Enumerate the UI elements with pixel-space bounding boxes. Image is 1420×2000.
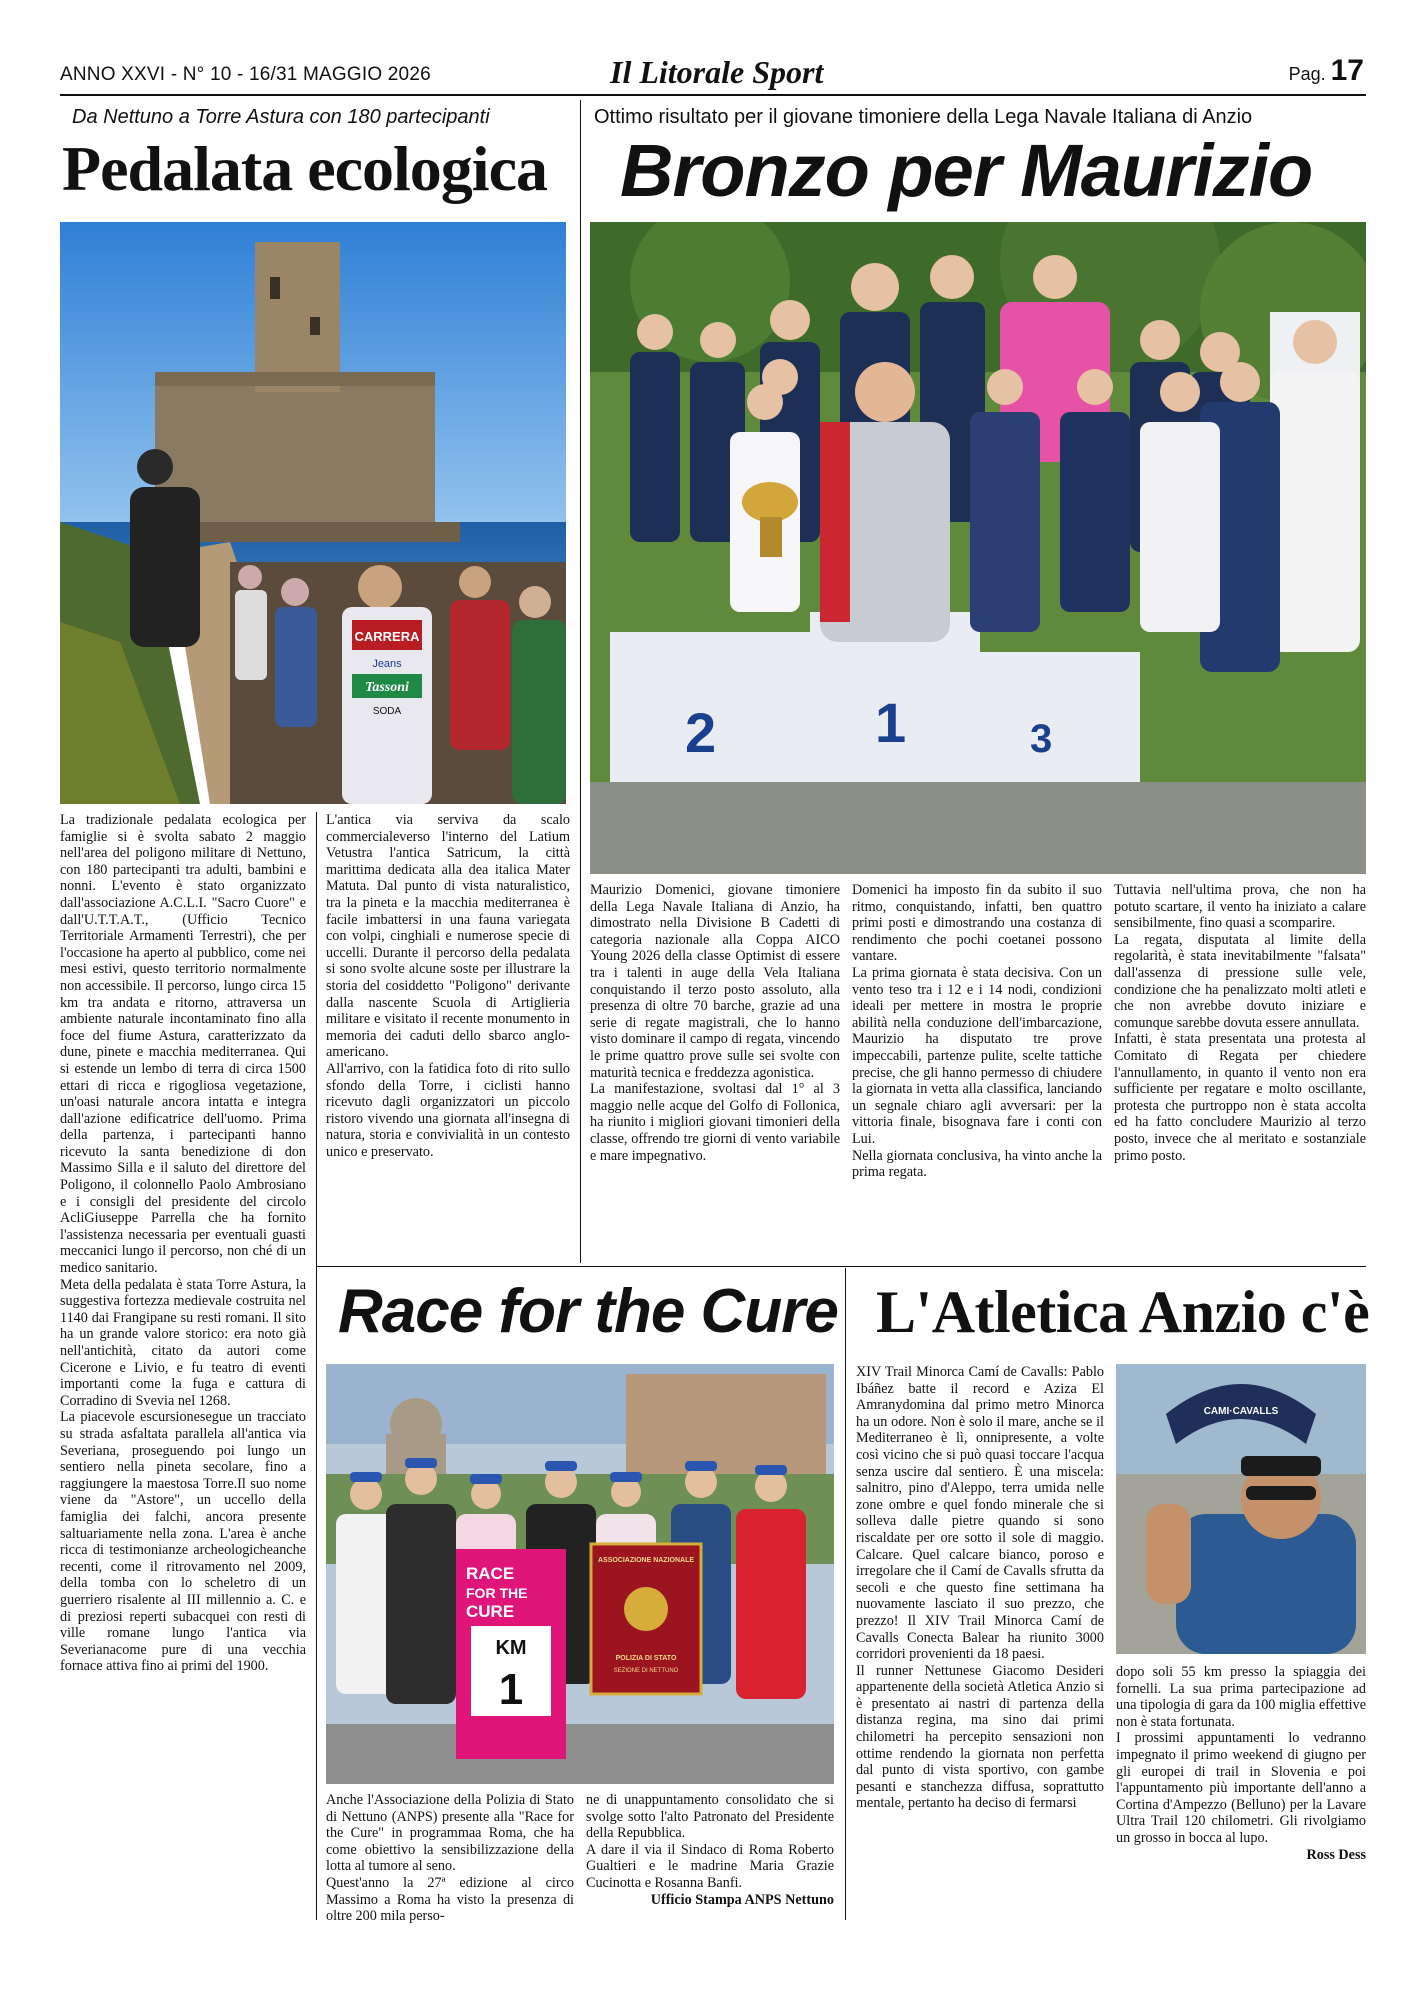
page-number-block: [1289, 54, 1364, 88]
jersey-text-tassoni: Tassoni: [365, 680, 409, 695]
masthead-title: Il Litorale Sport: [610, 54, 824, 90]
left-col-divider: [316, 812, 317, 1920]
article3-photo-race: [326, 1364, 834, 1784]
article4-signature: Ross Dess: [1306, 1846, 1366, 1863]
article3-headline: Race for the Cure: [338, 1277, 838, 1346]
jersey-text-jeans: Jeans: [372, 658, 402, 670]
race-km-number: 1: [498, 1665, 524, 1714]
page-label: Pag.: [1288, 64, 1326, 84]
article2-paragraph: La regata, disputata al limite della regolarità, è stata inevitabilmente "falsata" dall'assenza di pressione sulle vele, condizione che ha penalizzato molti atleti e che non avrebbe dovuto iniziare e comunque sarebbe dovuta essere annullata.: [1114, 931, 1366, 1031]
jersey-text-soda: SODA: [372, 706, 402, 717]
page-number: 17: [1330, 54, 1364, 87]
article2-column-2: [852, 882, 1102, 1181]
article3-paragraph: Anche l'Associazione della Polizia di Stato di Nettuno (ANPS) presente alla "Race for the Cure" in programmaa Roma, che ha come obiettivo la sensibilizzazione della lotta al tumore al seno.: [326, 1792, 574, 1875]
article1-column-1: [60, 812, 306, 1675]
article4-paragraph: I prossimi appuntamenti lo vedranno impegnato il primo weekend di giugno per gli europei di trail in Slovenia e poi l'appuntamento più importante dell'anno a Cortina d'Ampezzo (Belluno) per la Lavare Ultra Trail 120 chilometri. Gli rivolgiamo un grosso in bocca al lupo.: [1116, 1730, 1366, 1846]
article4-column-2: [1116, 1664, 1366, 1863]
article2-paragraph: Nella giornata conclusiva, ha vinto anche la prima regata.: [852, 1147, 1102, 1181]
article4-paragraph: dopo soli 55 km presso la spiaggia dei fornelli. La sua prima partecipazione ad una tipologia di gara da 100 miglia effettive non è stata fortunata.: [1116, 1664, 1366, 1730]
article3-paragraph: A dare il via il Sindaco di Roma Roberto Gualtieri e le madrine Maria Grazie Cucinotta e Rosanna Banfi.: [586, 1841, 834, 1891]
article4-photo-runner: [1116, 1364, 1366, 1654]
mid-rule: [316, 1266, 1366, 1267]
article2-photo-podium: [590, 222, 1366, 874]
article1-kicker: Da Nettuno a Torre Astura con 180 partecipanti: [72, 106, 490, 128]
issue-line: ANNO XXVI - N° 10 - 16/31 MAGGIO 2026: [60, 64, 431, 85]
race-sign-line1: RACE: [466, 1564, 515, 1583]
article4-column-1: [856, 1364, 1104, 1812]
article2-paragraph: Tuttavia nell'ultima prova, che non ha potuto scartare, il vento ha iniziato a calare sensibilmente, fino quasi a scomparire.: [1114, 882, 1366, 932]
podium-number-2: 2: [685, 701, 717, 764]
article2-paragraph: La prima giornata è stata decisiva. Con un vento teso tra i 12 e i 14 nodi, condizioni ideali per mettere in mostra le proprie abilità nella conduzione dell'imbarcazione, Maurizio ha disputato tre prove impeccabili, partenze pulite, scelte tattiche precise, che gli hanno permesso di chiudere la giornata in vetta alla classifica, lanciando un segnale chiaro agli avversari: per la vittoria finale, bisognava fare i conti con Lui.: [852, 964, 1102, 1147]
article2-column-3: [1114, 882, 1366, 1164]
article1-paragraph: La tradizionale pedalata ecologica per famiglie si è svolta sabato 2 maggio nell'area del poligono militare di Nettuno, con 180 partecipanti tra adulti, bambini e nonni. L'evento è stato organizzato dall'associazione A.C.L.I. "Sacro Cuore" e dall'U.T.T.A.T., (Ufficio Tecnico Territoriale Armamenti Terrestri), che per l'occasione ha aperto al pubblico, come nei mesi estivi, questo territorio normalmente non accessibile. Il percorso, lungo circa 15 km tra andata e ritorno, attraversa un ambiente naturale incontaminato fino alla foce del fiume Astura, caratterizzato da dune, pinete e macchia mediterranea. Qui si estende un lembo di terra di circa 1500 ettari di ricca e rigogliosa vegetazione, un'oasi naturale ancora intatta e integra dall'azione edificatrice dell'uomo. Prima della partenza, i partecipanti hanno ricevuto la santa benedizione di don Massimo Silla e il saluto del direttore del Poligono, il colonnello Paolo Ambrosiano e i consigli del presidente del circolo AcliGiuseppe Parrella che ha fornito l'assistenza necessaria per eventuali guasti meccanici lungo il percorso, non ché di un medico sanitario.: [60, 812, 306, 1277]
article2-headline: Bronzo per Maurizio: [620, 129, 1313, 212]
article3-paragraph: ne di unappuntamento consolidato che si svolge sotto l'alto Patronato del Presidente della Repubblica.: [586, 1792, 834, 1842]
race-km-label: KM: [495, 1637, 527, 1659]
article3-column-1: [326, 1792, 574, 1925]
podium-number-3: 3: [1030, 717, 1053, 761]
race-sign-line3: CURE: [466, 1602, 515, 1621]
article1-column-2: [326, 812, 570, 1160]
article2-column-1: [590, 882, 840, 1164]
article1-paragraph: La piacevole escursionesegue un tracciato su strada asfaltata parallela all'antica via Severiana, proseguendo poi lungo un sentiero nella pineta secolare, fino a raggiungere la maestosa Torre.Il suo nome viene da "Astore", un uccello della famiglia dei falchi, ancora presente saltuariamente nella zona. L'area è anche ricca di testimonianze archeologicheanche recenti, come il ritrovamento nel 2009, della tomba con lo scheletro di un guerriero risalente al III millennio a. C. e di preziosi reperti subacquei con resti di ville romane lungo l'antica via Severianacome pure di una vecchia fornace attiva fino ai primi del 1900.: [60, 1409, 306, 1675]
article4-paragraph: Il runner Nettunese Giacomo Desideri appartenente della società Atletica Anzio si è presentato ai nastri di partenza della distanza regina, ma sino dai primi chilometri ha percepito sensazioni non ottime rendendo la giornata non perfetta dal punto di vista sportivo, con gambe pesanti e stanchezza diffusa, soprattutto mentale, pertanto ha deciso di fermarsi: [856, 1662, 1104, 1812]
article2-paragraph: Domenici ha imposto fin da subito il suo ritmo, conquistando, infatti, ben quattro primi posti e dimostrando una costanza di rendimento che pochi coetanei possono vantare.: [852, 882, 1102, 965]
article3-signature: Ufficio Stampa ANPS Nettuno: [650, 1891, 834, 1908]
podium-number-1: 1: [875, 691, 907, 754]
article1-paragraph: All'arrivo, con la fatidica foto di rito sullo sfondo della Torre, i ciclisti hanno ricevuto dagli organizzatori un piccolo ristoro vivendo una giornata all'insegna di natura, storia e convivialità in un contesto unico e preservato.: [326, 1060, 570, 1160]
jersey-text-carrera: CARRERA: [354, 629, 420, 644]
top-column-divider: [580, 100, 581, 1263]
header-rule: [60, 94, 1366, 96]
article2-paragraph: Infatti, è stata presentata una protesta al Comitato di Regata per chiedere l'annullamento, in quanto il vento non era sufficiente per regatare e molto oscillante, protesta che purtroppo non è stata accolta ed ha fatto concludere Maurizio al terzo posto, invece che al meritato e sostanziale primo posto.: [1114, 1031, 1366, 1164]
article2-paragraph: La manifestazione, svoltasi dal 1° al 3 maggio nelle acque del Golfo di Follonica, ha riunito i migliori giovani timonieri della classe, offrendo tre giorni di vento variabile e mare impegnativo.: [590, 1081, 840, 1164]
article2-kicker: Ottimo risultato per il giovane timoniere della Lega Navale Italiana di Anzio: [594, 106, 1253, 128]
banner-association: ASSOCIAZIONE NAZIONALE: [597, 1557, 695, 1564]
article4-headline: L'Atletica Anzio c'è: [876, 1279, 1370, 1345]
arch-text: CAMI·CAVALLS: [1203, 1406, 1279, 1417]
article1-paragraph: L'antica via serviva da scalo commercialeverso l'interno del Latium Vetustra l'antica Satricum, la città marittima dedicata alla dea italica Mater Matuta. Dal punto di vista naturalistico, tra la pineta e la macchia mediterranea è facile imbattersi in una fauna variegata con volpi, cinghiali e numerose specie di uccelli. Durante il percorso della pedalata si sono svolte alcune soste per illustrare la storia del cosiddetto "Poligono" derivante dalla nascente Scuola di Artiglieria militare e visitato il recente monumento in memoria dei caduti dello sbarco anglo-americano.: [326, 812, 570, 1061]
article2-paragraph: Maurizio Domenici, giovane timoniere della Lega Navale Italiana di Anzio, ha dimostrato nella Divisione B Cadetti di categoria nazionale alla Coppa AICO Young 2026 della classe Optimist di essere tra i talenti in auge della Vela Italiana conquistando il terzo posto assoluto, alla presenza di oltre 70 barche, grazie ad una serie di regate magistrali, che lo hanno visto dominare il campo di regata, vincendo le prime quattro prove sulle sei svolte con maturità tecnica e freddezza agonistica.: [590, 882, 840, 1081]
article1-paragraph: Meta della pedalata è stata Torre Astura, la suggestiva fortezza medievale costruita nel 1140 dai Frangipane su resti romani. Il sito ha un grande valore storico: era noto già nell'antichità, citato da autori come Cicerone e Livio, e fu teatro di eventi importanti come la fuga e cattura di Corradino di Svevia nel 1268.: [60, 1276, 306, 1409]
bottom-column-divider: [845, 1268, 846, 1920]
banner-sezione: SEZIONE DI NETTUNO: [613, 1668, 679, 1674]
article1-headline: Pedalata ecologica: [62, 133, 547, 204]
race-sign-line2: FOR THE: [466, 1585, 528, 1601]
banner-polizia: POLIZIA DI STATO: [615, 1655, 677, 1662]
article3-paragraph: Quest'anno la 27ª edizione al circo Massimo a Roma ha visto la presenza di oltre 200 mila perso-: [326, 1874, 574, 1925]
article1-photo-torre-astura: [60, 222, 566, 804]
article3-column-2: [586, 1792, 834, 1908]
article4-paragraph: XIV Trail Minorca Camí de Cavalls: Pablo Ibáñez batte il record e Aziza El Amranydomina dal primo metro Minorca ha un odore. Non è solo il mare, anche se il Mediterraneo è lì, onnipresente, a volte così vicino che si può quasi toccare l'acqua senza uscire dal sentiero. È una miscela: salnitro, pino d'Aleppo, terra umida nelle zone ombre e quel fondo minerale che si solleva dalle pietre quando si sono riscaldate per ore sotto il sole di maggio. Calcare. Quel calcare bianco, poroso e irregolare che il Camí de Cavalls sfrutta da secoli e che questo fine settimana ha nuovamente lasciato il suo prezzo, che prezzo! Il XIV Trail Minorca Camí de Cavalls Conecta Balear ha riunito 3000 corridori provenienti da 18 paesi.: [856, 1364, 1104, 1663]
